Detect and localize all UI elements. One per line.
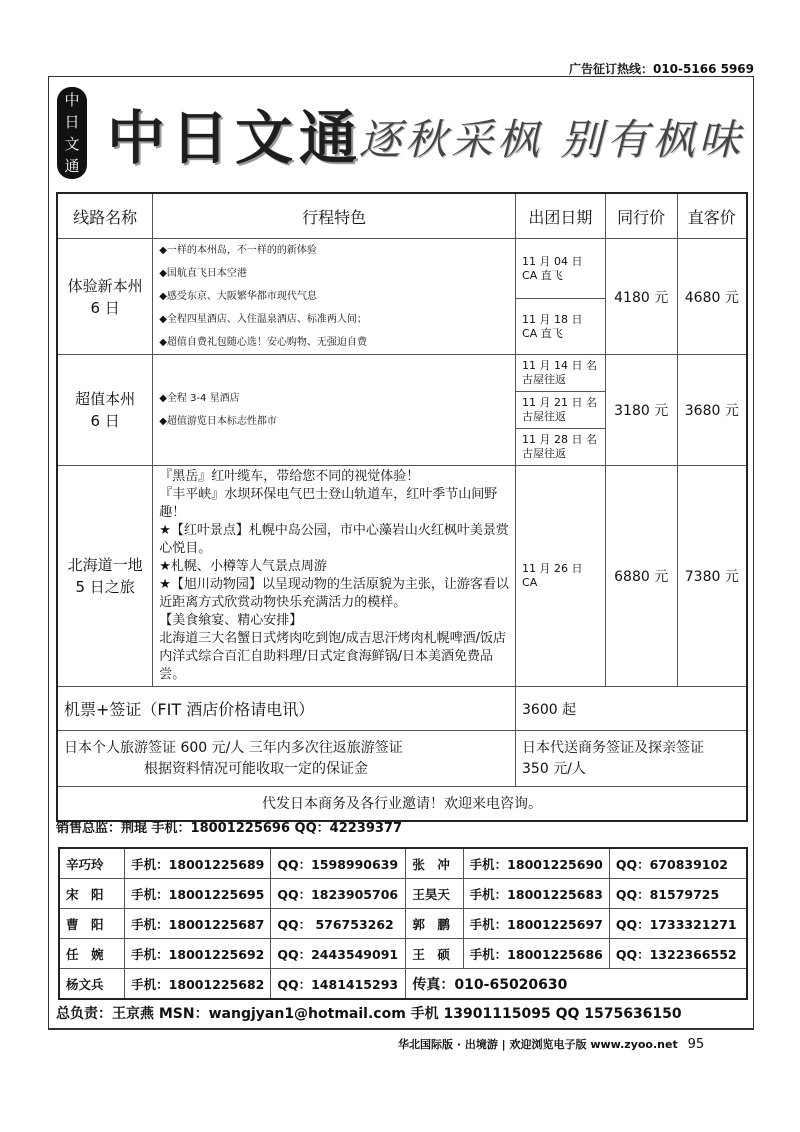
feature-line: 『黑岳』红叶缆车，带给您不同的视觉体验！ bbox=[159, 469, 420, 484]
table-row bbox=[59, 879, 747, 909]
staff-table bbox=[58, 847, 748, 1000]
feature-line: 『丰平峡』水坝环保电气巴士登山轨道车，红叶季节山间野趣！ bbox=[159, 487, 498, 520]
feature-line: ◆国航直飞日本空港 bbox=[159, 268, 247, 279]
staff-name: 王 硕 bbox=[406, 939, 463, 969]
staff-name: 宋 阳 bbox=[59, 879, 125, 909]
staff-phone: 手机：18001225690 bbox=[463, 848, 609, 879]
slogan: 逐秋采枫 别有枫味 bbox=[359, 115, 745, 164]
staff-phone: 手机：18001225692 bbox=[125, 939, 271, 969]
staff-qq: QQ：1598990639 bbox=[271, 848, 406, 879]
visa-line: 根据资料情况可能收取一定的保证金 bbox=[144, 760, 368, 777]
header-features: 行程特色 bbox=[153, 193, 516, 239]
departure-date: 11 月 28 日 名古屋往返 bbox=[516, 429, 606, 466]
table-header-row bbox=[57, 193, 747, 239]
route-features bbox=[153, 466, 516, 687]
visa-business bbox=[516, 731, 747, 787]
page-footer bbox=[398, 1036, 704, 1052]
staff-phone: 手机：18001225687 bbox=[125, 909, 271, 939]
peer-price: 4180 元 bbox=[605, 239, 677, 355]
staff-phone: 手机：18001225697 bbox=[463, 909, 609, 939]
route-title: 体验新本州 bbox=[67, 276, 143, 295]
peer-price: 3180 元 bbox=[605, 355, 677, 466]
table-row bbox=[59, 848, 747, 879]
seal-char: 通 bbox=[64, 157, 80, 175]
departure-date: 11 月 14 日 名古屋往返 bbox=[516, 355, 606, 392]
route-days: 6 日 bbox=[90, 298, 120, 317]
route-features bbox=[153, 355, 516, 466]
footer-text: 华北国际版 · 出境游 | 欢迎浏览电子版 www.zyoo.net bbox=[398, 1038, 678, 1051]
staff-name: 王昊天 bbox=[406, 879, 463, 909]
route-days: 5 日之旅 bbox=[75, 578, 135, 596]
sales-director: 销售总监：荆琨 手机：18001225696 QQ：42239377 bbox=[56, 821, 403, 836]
table-row bbox=[57, 239, 747, 299]
feature-line: ◆感受东京、大阪繁华都市现代气息 bbox=[159, 291, 317, 302]
retail-price: 7380 元 bbox=[677, 466, 747, 687]
feature-line: ◆一样的本州岛，不一样的的新体验 bbox=[159, 245, 317, 256]
brand-seal bbox=[57, 87, 87, 179]
staff-name: 郭 鹏 bbox=[406, 909, 463, 939]
header-peer-price: 同行价 bbox=[605, 193, 677, 239]
feature-line: ★札幌、小樽等人气景点周游 bbox=[159, 559, 327, 574]
feature-line: ★【红叶景点】札幌中岛公园，市中心藻岩山火红枫叶美景赏心悦目。 bbox=[159, 523, 509, 556]
table-row bbox=[59, 909, 747, 939]
staff-qq: QQ：1733321271 bbox=[609, 909, 747, 939]
retail-price: 4680 元 bbox=[677, 239, 747, 355]
feature-line: ★【旭川动物园】以呈现动物的生活原貌为主张，让游客看以近距离方式欣赏动物快乐充满活力的模样。 bbox=[159, 577, 509, 610]
fax-number: 传真：010-65020630 bbox=[406, 969, 747, 1000]
header-route: 线路名称 bbox=[57, 193, 153, 239]
departure-date: 11 月 21 日 名古屋往返 bbox=[516, 392, 606, 429]
table-row bbox=[57, 731, 747, 787]
staff-phone: 手机：18001225689 bbox=[125, 848, 271, 879]
staff-phone: 手机：18001225686 bbox=[463, 939, 609, 969]
ad-hotline: 广告征订热线：010-5166 5969 bbox=[568, 62, 754, 76]
header-retail-price: 直客价 bbox=[677, 193, 747, 239]
feature-line: ◆全程四星酒店、入住温泉酒店、标准两人间； bbox=[159, 314, 367, 325]
table-row bbox=[59, 969, 747, 1000]
route-features bbox=[153, 239, 516, 355]
staff-phone: 手机：18001225695 bbox=[125, 879, 271, 909]
feature-line: 【美食飨宴、精心安排】 bbox=[159, 613, 303, 628]
feature-line: ◆全程 3-4 星酒店 bbox=[159, 393, 240, 404]
table-row bbox=[57, 687, 747, 731]
visa-info bbox=[57, 731, 516, 787]
visa-line: 350 元/人 bbox=[522, 760, 586, 777]
route-name bbox=[57, 466, 153, 687]
staff-name: 辛巧玲 bbox=[59, 848, 125, 879]
staff-qq: QQ： 576753262 bbox=[271, 909, 406, 939]
staff-name: 曹 阳 bbox=[59, 909, 125, 939]
visa-line: 日本个人旅游签证 600 元/人 三年内多次往返旅游签证 bbox=[64, 739, 403, 756]
staff-phone: 手机：18001225683 bbox=[463, 879, 609, 909]
invitation-note: 代发日本商务及各行业邀请！欢迎来电咨询。 bbox=[57, 787, 747, 821]
feature-line: 北海道三大名蟹日式烤肉吃到饱/成吉思汗烤肉札幌啤酒/饭店内洋式综合百汇自助料理/日式定食海鲜锅/日本美酒免费品尝。 bbox=[159, 631, 506, 682]
table-row bbox=[57, 466, 747, 687]
route-title: 北海道一地 bbox=[67, 556, 143, 574]
page-number: 95 bbox=[687, 1037, 705, 1052]
retail-price: 3680 元 bbox=[677, 355, 747, 466]
route-name bbox=[57, 355, 153, 466]
feature-line: ◆超值自费礼包随心选！安心购物、无强迫自费 bbox=[159, 337, 367, 348]
staff-name: 张 冲 bbox=[406, 848, 463, 879]
fit-label: 机票+签证（FIT 酒店价格请电讯） bbox=[57, 687, 516, 731]
routes-table bbox=[56, 192, 748, 822]
staff-name: 杨文兵 bbox=[59, 969, 125, 1000]
route-days: 6 日 bbox=[90, 412, 120, 430]
staff-name: 任 婉 bbox=[59, 939, 125, 969]
staff-phone: 手机：18001225682 bbox=[125, 969, 271, 1000]
departure-date: 11 月 18 日 CA 直飞 bbox=[516, 299, 606, 355]
divider bbox=[48, 1029, 754, 1030]
feature-line: ◆超值游览日本标志性都市 bbox=[159, 416, 277, 427]
header-dates: 出团日期 bbox=[516, 193, 606, 239]
table-row bbox=[59, 939, 747, 969]
route-name bbox=[57, 239, 153, 355]
seal-char: 文 bbox=[64, 135, 80, 153]
staff-qq: QQ：1322366552 bbox=[609, 939, 747, 969]
fit-price: 3600 起 bbox=[516, 687, 747, 731]
visa-line: 日本代送商务签证及探亲签证 bbox=[522, 739, 705, 756]
seal-char: 日 bbox=[64, 113, 80, 131]
staff-qq: QQ：670839102 bbox=[609, 848, 747, 879]
staff-qq: QQ：1823905706 bbox=[271, 879, 406, 909]
banner bbox=[49, 77, 753, 189]
departure-date: 11 月 26 日 CA bbox=[516, 466, 606, 687]
seal-char: 中 bbox=[64, 91, 80, 109]
route-title: 超值本州 bbox=[75, 390, 136, 408]
peer-price: 6880 元 bbox=[605, 466, 677, 687]
brand-title: 中日文通 bbox=[107, 104, 364, 172]
table-row bbox=[57, 787, 747, 821]
staff-qq: QQ：2443549091 bbox=[271, 939, 406, 969]
table-row bbox=[57, 355, 747, 392]
general-manager: 总负责：王京燕 MSN：wangjyan1@hotmail.com 手机 13901115095 QQ 1575636150 bbox=[56, 1006, 682, 1022]
departure-date: 11 月 04 日 CA 直飞 bbox=[516, 239, 606, 299]
staff-qq: QQ：81579725 bbox=[609, 879, 747, 909]
staff-qq: QQ：1481415293 bbox=[271, 969, 406, 1000]
